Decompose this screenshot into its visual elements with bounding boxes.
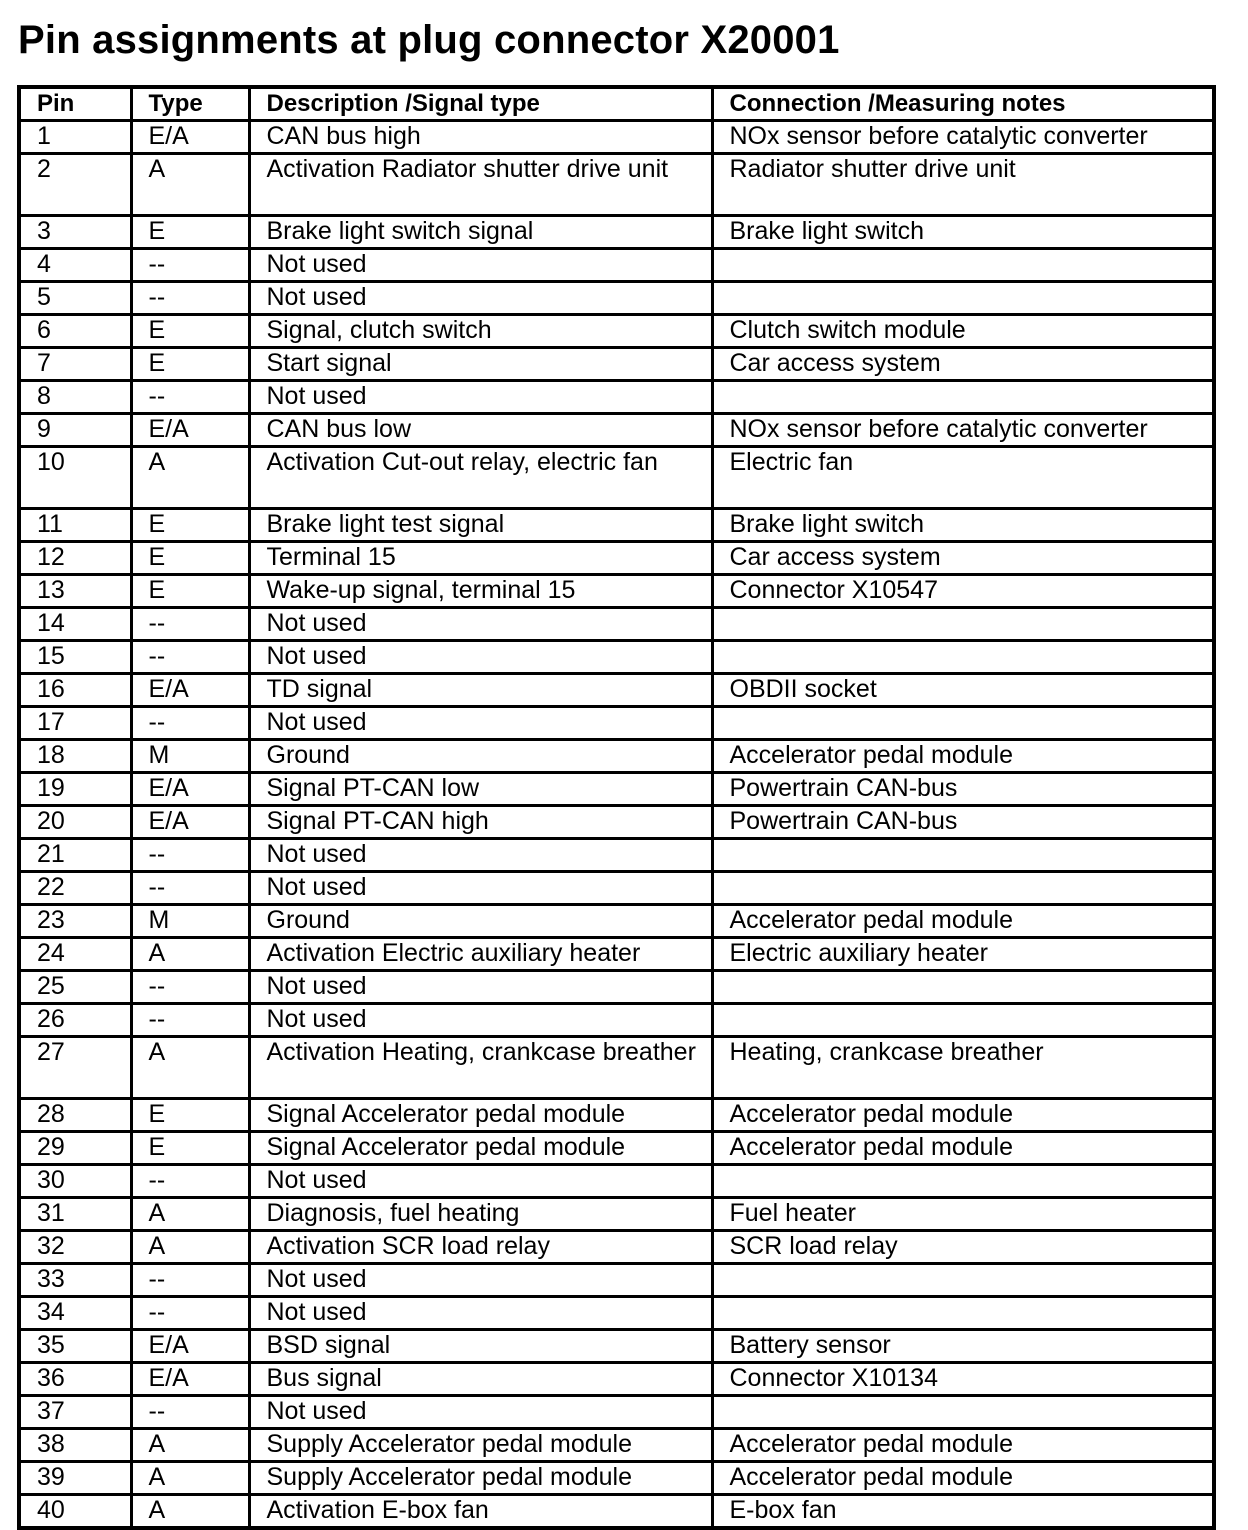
table-row [19,282,1214,315]
cell-type: E/A [131,806,249,839]
cell-description: Signal PT-CAN low [249,773,712,806]
cell-description: Signal, clutch switch [249,315,712,348]
table-row [19,740,1214,773]
cell-type: A [131,1462,249,1495]
cell-connection [712,872,1214,905]
cell-description: Supply Accelerator pedal module [249,1462,712,1495]
table-row [19,806,1214,839]
cell-connection: Connector X10134 [712,1363,1214,1396]
cell-connection [712,249,1214,282]
table-row [19,674,1214,707]
cell-type: -- [131,381,249,414]
cell-description: Activation Radiator shutter drive unit [249,154,712,216]
table-header-row [19,87,1214,121]
cell-pin: 19 [19,773,131,806]
table-body [19,121,1214,1529]
cell-pin: 33 [19,1264,131,1297]
cell-connection: Accelerator pedal module [712,905,1214,938]
cell-connection [712,1297,1214,1330]
cell-type: A [131,154,249,216]
cell-pin: 4 [19,249,131,282]
table-row [19,542,1214,575]
cell-pin: 17 [19,707,131,740]
cell-connection [712,381,1214,414]
cell-connection: OBDII socket [712,674,1214,707]
cell-type: -- [131,608,249,641]
table-row [19,575,1214,608]
cell-type: E [131,315,249,348]
cell-connection: Battery sensor [712,1330,1214,1363]
cell-connection [712,1165,1214,1198]
cell-description: Activation Cut-out relay, electric fan [249,447,712,509]
cell-pin: 30 [19,1165,131,1198]
table-row [19,905,1214,938]
table-row [19,1330,1214,1363]
cell-pin: 29 [19,1132,131,1165]
cell-type: A [131,447,249,509]
cell-connection: Brake light switch [712,216,1214,249]
cell-pin: 1 [19,121,131,154]
cell-type: M [131,905,249,938]
cell-description: Not used [249,249,712,282]
cell-pin: 12 [19,542,131,575]
cell-type: -- [131,839,249,872]
cell-type: E/A [131,1363,249,1396]
cell-pin: 16 [19,674,131,707]
cell-pin: 37 [19,1396,131,1429]
cell-description: Start signal [249,348,712,381]
cell-description: TD signal [249,674,712,707]
table-row [19,381,1214,414]
cell-connection [712,707,1214,740]
cell-type: A [131,1037,249,1099]
cell-connection: Fuel heater [712,1198,1214,1231]
cell-description: Ground [249,740,712,773]
cell-pin: 32 [19,1231,131,1264]
table-row [19,839,1214,872]
cell-connection [712,1004,1214,1037]
cell-description: Bus signal [249,1363,712,1396]
cell-type: A [131,1231,249,1264]
cell-pin: 14 [19,608,131,641]
cell-pin: 9 [19,414,131,447]
cell-connection: SCR load relay [712,1231,1214,1264]
header-connection: Connection /Measuring notes [712,87,1214,121]
cell-type: E [131,542,249,575]
cell-type: A [131,1198,249,1231]
cell-type: E [131,348,249,381]
header-pin: Pin [19,87,131,121]
cell-description: Ground [249,905,712,938]
table-row [19,872,1214,905]
cell-type: A [131,1495,249,1529]
cell-pin: 38 [19,1429,131,1462]
table-row [19,1396,1214,1429]
table-row [19,154,1214,216]
cell-description: Not used [249,707,712,740]
cell-description: Signal PT-CAN high [249,806,712,839]
cell-description: Not used [249,1264,712,1297]
cell-pin: 15 [19,641,131,674]
cell-pin: 21 [19,839,131,872]
table-row [19,707,1214,740]
cell-description: Not used [249,641,712,674]
cell-type: A [131,938,249,971]
cell-connection [712,839,1214,872]
cell-pin: 22 [19,872,131,905]
cell-description: Wake-up signal, terminal 15 [249,575,712,608]
cell-pin: 34 [19,1297,131,1330]
cell-description: BSD signal [249,1330,712,1363]
cell-connection: Accelerator pedal module [712,1429,1214,1462]
table-row [19,414,1214,447]
cell-connection: Heating, crankcase breather [712,1037,1214,1099]
table-row [19,1495,1214,1529]
cell-type: E [131,1132,249,1165]
cell-type: E [131,509,249,542]
cell-connection: Accelerator pedal module [712,1099,1214,1132]
cell-connection: Radiator shutter drive unit [712,154,1214,216]
cell-connection: Accelerator pedal module [712,740,1214,773]
table-row [19,1462,1214,1495]
table-row [19,1231,1214,1264]
page-title: Pin assignments at plug connector X20001 [18,18,840,62]
table-row [19,509,1214,542]
cell-type: -- [131,1264,249,1297]
cell-connection: E-box fan [712,1495,1214,1529]
cell-description: Brake light switch signal [249,216,712,249]
cell-description: Not used [249,1297,712,1330]
cell-pin: 5 [19,282,131,315]
table-row [19,249,1214,282]
cell-connection: Connector X10547 [712,575,1214,608]
cell-pin: 3 [19,216,131,249]
cell-connection: Car access system [712,348,1214,381]
header-type: Type [131,87,249,121]
cell-connection: Electric fan [712,447,1214,509]
cell-type: -- [131,641,249,674]
cell-pin: 39 [19,1462,131,1495]
cell-description: CAN bus high [249,121,712,154]
cell-pin: 2 [19,154,131,216]
cell-type: -- [131,872,249,905]
cell-description: Not used [249,282,712,315]
cell-pin: 24 [19,938,131,971]
cell-description: Not used [249,839,712,872]
cell-pin: 28 [19,1099,131,1132]
cell-type: -- [131,1297,249,1330]
cell-connection: Powertrain CAN-bus [712,773,1214,806]
cell-type: -- [131,707,249,740]
table-row [19,1132,1214,1165]
table-row [19,1099,1214,1132]
cell-description: Activation SCR load relay [249,1231,712,1264]
cell-description: Not used [249,381,712,414]
cell-connection [712,1396,1214,1429]
cell-description: Activation Electric auxiliary heater [249,938,712,971]
cell-connection: Electric auxiliary heater [712,938,1214,971]
table-row [19,938,1214,971]
cell-connection [712,1264,1214,1297]
table-row [19,641,1214,674]
cell-description: Brake light test signal [249,509,712,542]
cell-description: Not used [249,608,712,641]
cell-connection: Accelerator pedal module [712,1462,1214,1495]
cell-connection: NOx sensor before catalytic converter [712,414,1214,447]
table-row [19,121,1214,154]
table-row [19,773,1214,806]
cell-description: CAN bus low [249,414,712,447]
cell-type: E/A [131,414,249,447]
cell-type: -- [131,282,249,315]
cell-description: Supply Accelerator pedal module [249,1429,712,1462]
cell-connection: Car access system [712,542,1214,575]
cell-pin: 11 [19,509,131,542]
cell-description: Activation E-box fan [249,1495,712,1529]
cell-type: E/A [131,1330,249,1363]
cell-pin: 20 [19,806,131,839]
cell-type: -- [131,249,249,282]
table-row [19,216,1214,249]
cell-pin: 6 [19,315,131,348]
cell-pin: 35 [19,1330,131,1363]
cell-pin: 27 [19,1037,131,1099]
table-row [19,1363,1214,1396]
cell-pin: 18 [19,740,131,773]
cell-type: E/A [131,674,249,707]
cell-type: A [131,1429,249,1462]
cell-type: E/A [131,121,249,154]
cell-description: Terminal 15 [249,542,712,575]
cell-type: -- [131,1165,249,1198]
table-row [19,971,1214,1004]
cell-type: -- [131,971,249,1004]
cell-connection [712,282,1214,315]
table-row [19,1429,1214,1462]
header-description: Description /Signal type [249,87,712,121]
cell-pin: 10 [19,447,131,509]
cell-connection: Clutch switch module [712,315,1214,348]
cell-description: Signal Accelerator pedal module [249,1099,712,1132]
cell-pin: 36 [19,1363,131,1396]
table-row [19,348,1214,381]
cell-type: E/A [131,773,249,806]
table-row [19,1165,1214,1198]
cell-pin: 8 [19,381,131,414]
table-row [19,1037,1214,1099]
table-row [19,1264,1214,1297]
cell-pin: 7 [19,348,131,381]
table-row [19,447,1214,509]
pin-assignment-table [17,85,1216,1530]
cell-connection [712,971,1214,1004]
cell-pin: 25 [19,971,131,1004]
cell-description: Not used [249,1396,712,1429]
cell-type: -- [131,1396,249,1429]
cell-connection [712,641,1214,674]
cell-type: -- [131,1004,249,1037]
cell-connection: Powertrain CAN-bus [712,806,1214,839]
cell-pin: 13 [19,575,131,608]
table-row [19,315,1214,348]
cell-pin: 31 [19,1198,131,1231]
cell-connection: Brake light switch [712,509,1214,542]
table-row [19,1198,1214,1231]
cell-description: Not used [249,1004,712,1037]
cell-connection: Accelerator pedal module [712,1132,1214,1165]
cell-description: Activation Heating, crankcase breather [249,1037,712,1099]
table-row [19,1297,1214,1330]
cell-description: Not used [249,971,712,1004]
cell-connection: NOx sensor before catalytic converter [712,121,1214,154]
cell-description: Signal Accelerator pedal module [249,1132,712,1165]
cell-type: E [131,1099,249,1132]
cell-pin: 23 [19,905,131,938]
cell-description: Diagnosis, fuel heating [249,1198,712,1231]
cell-connection [712,608,1214,641]
cell-type: E [131,575,249,608]
cell-pin: 26 [19,1004,131,1037]
cell-pin: 40 [19,1495,131,1529]
table-row [19,608,1214,641]
cell-description: Not used [249,1165,712,1198]
cell-description: Not used [249,872,712,905]
cell-type: M [131,740,249,773]
cell-type: E [131,216,249,249]
table-row [19,1004,1214,1037]
